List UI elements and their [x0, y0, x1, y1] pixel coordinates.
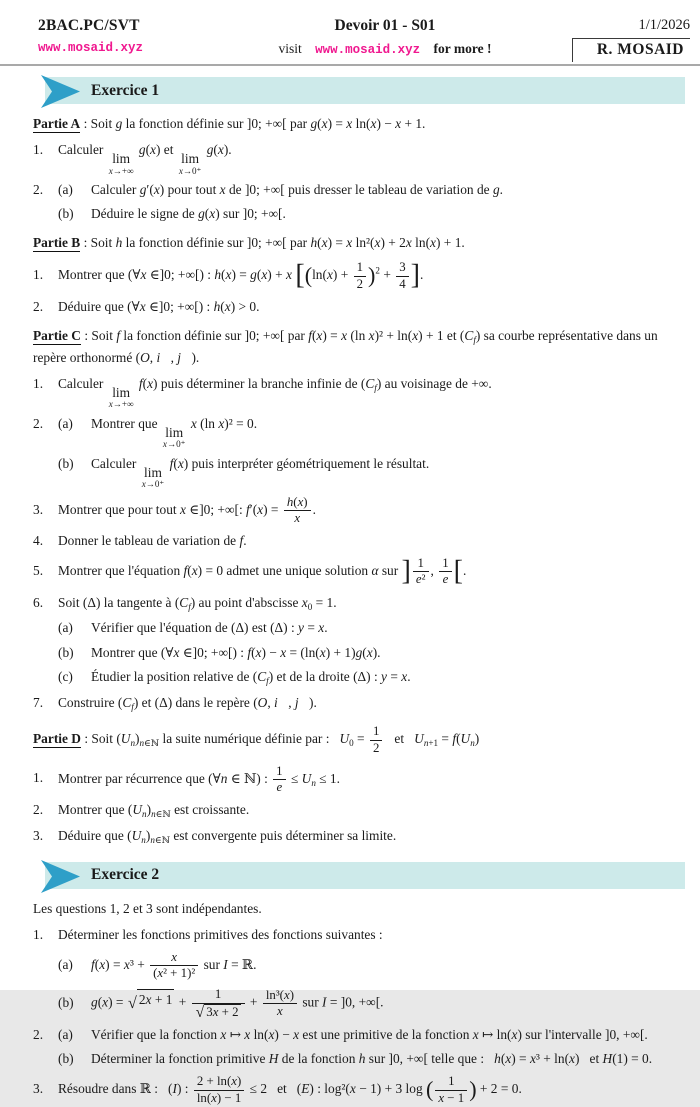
question-line: 2. (a) Vérifier que la fonction x ↦ x ln(x) − x est une primitive de la fonction x ↦ ln(x) sur l'intervalle ]0, +∞[. — [33, 1027, 648, 1043]
question-line: 1. Montrer par récurrence que (∀n ∈ ℕ) : $\frac{1}{e}$ ≤ $U_n \le 1$. — [33, 763, 340, 794]
paragraph-line: Partie D : Soit $(U_n)_{n\in ℕ}$ la suite numérique définie par : $U_0$ = $\frac{1}{2}$ et $U_{n+1} = f(U_n)$ — [33, 724, 480, 755]
paragraph-line: Partie A : Soit g la fonction définie sur ]0; +∞[ par g(x) = x ln(x) − x + 1. — [33, 116, 426, 131]
question-line: 3. Résoudre dans ℝ : (I) : $\frac{2 + \ln(x)}{\ln(x) - 1}$ ≤ 2 et (E) : log²(x − 1) + 3 log ( $\frac{1}{x - 1}$ ) + 2 = 0. — [33, 1074, 522, 1105]
exercise-2-banner — [45, 862, 685, 889]
question-line: 1. Calculer lim x→+∞ g(x) et lim x→0⁺ g(x). — [33, 142, 232, 176]
header-rule — [0, 64, 700, 66]
exercise-1-title: Exercice 1 — [91, 81, 160, 99]
paragraph-line: Les questions 1, 2 et 3 sont indépendantes. — [33, 900, 262, 916]
author-box: R. MOSAID — [572, 38, 690, 62]
question-line: 6. Soit (Δ) la tangente à $(C_f)$ au point d'abscisse $x_0 = 1$. — [33, 594, 337, 612]
visit-line — [228, 41, 542, 57]
question-line: 7. Construire $(C_f)$ et (Δ) dans le repère (O, i⃗, j⃗). — [33, 694, 317, 712]
question-line: 3. Déduire que $(U_n)_{n\in ℕ}$ est convergente puis déterminer sa limite. — [33, 827, 397, 846]
document-body — [0, 77, 700, 1107]
question-line: (c) Étudier la position relative de $(C_f)$ et de la droite (Δ) : y = x. — [58, 668, 411, 686]
question-line: (b) Calculer lim x→0⁺ f(x) puis interpréter géométriquement le résultat. — [58, 455, 430, 490]
course-title: 2BAC.PC/SVT — [38, 17, 140, 34]
exam-title: Devoir 01 - S01 — [334, 17, 436, 34]
chevron-arrow-icon — [38, 858, 88, 895]
site-link[interactable]: www.mosaid.xyz — [38, 41, 144, 55]
question-line: 2. Montrer que $(U_n)_{n\in ℕ}$ est croissante. — [33, 802, 250, 820]
page-header — [0, 0, 700, 62]
question-line: (a) f(x) = x³ + $\frac{x}{\text{(x² + 1)²}}$ sur I = ℝ. — [58, 949, 257, 981]
chevron-arrow-icon — [38, 73, 88, 110]
exam-date: 1/1/2026 — [638, 17, 690, 33]
question-line: 2. (a) Montrer que lim x→0⁺ x (ln x)² = 0. — [33, 415, 258, 450]
question-line: (b) g(x) = √ 2x + 1 + 1 √ 3x + 2 + $\frac{\text{ln³(x)}}{x}$ sur I = ]0, +∞[. — [58, 987, 384, 1021]
exercise-2-items — [33, 899, 688, 1107]
visit-suffix: for more ! — [433, 41, 492, 56]
question-line: 2. Déduire que (∀x ∈]0; +∞[) : h(x) > 0. — [33, 298, 260, 314]
question-line: 5. Montrer que l'équation f(x) = 0 admet une unique solution α sur ] $\frac{1}{\text{e²}}$ , $\frac{1}{e}$ [. — [33, 556, 467, 588]
exercise-2-title: Exercice 2 — [91, 866, 160, 884]
paragraph-line: Partie C : Soit f la fonction définie sur ]0; +∞[ par f(x) = x (ln x)² + ln(x) + 1 et $(C_f)$ sa courbe représentative dans un repère orthonormé (O, i⃗, j⃗). — [33, 327, 658, 365]
question-line: 1. Montrer que (∀x ∈]0; +∞[) : h(x) = g(x) + x [(ln(x) + $\frac{1}{2}$ )$^2$ + $\frac{3}{4}$ ]. — [33, 260, 424, 292]
question-line: (b) Montrer que (∀x ∈]0; +∞[) : f(x) − x = (ln(x) + 1)g(x). — [58, 644, 381, 660]
visit-prefix: visit — [278, 41, 302, 56]
question-line: 3. Montrer que pour tout x ∈]0; +∞[: f′(x) = $\frac{h(x)}{x}$ . — [33, 494, 316, 526]
paragraph-line: Partie B : Soit h la fonction définie sur ]0; +∞[ par h(x) = x ln²(x) + 2x ln(x) + 1. — [33, 235, 465, 251]
question-line: 1. Calculer lim x→+∞ f(x) puis déterminer la branche infinie de $(C_f)$ au voisinage de +∞. — [33, 375, 492, 410]
exercise-1-banner — [45, 77, 685, 104]
question-line: (b) Déterminer la fonction primitive H de la fonction h sur ]0, +∞[ telle que : h(x) = x³ + ln(x) et H(1) = 0. — [58, 1051, 653, 1067]
exercise-1-items — [33, 114, 688, 848]
question-line: 4. Donner le tableau de variation de f. — [33, 533, 247, 549]
question-line: 2. (a) Calculer g′(x) pour tout x de ]0; +∞[ puis dresser le tableau de variation de g. — [33, 182, 504, 198]
visit-site-link[interactable]: www.mosaid.xyz — [315, 43, 421, 57]
question-line: (a) Vérifier que l'équation de (Δ) est (Δ) : y = x. — [58, 620, 328, 636]
question-line: (b) Déduire le signe de g(x) sur ]0; +∞[. — [58, 206, 286, 222]
question-line: 1. Déterminer les fonctions primitives des fonctions suivantes : — [33, 926, 383, 942]
